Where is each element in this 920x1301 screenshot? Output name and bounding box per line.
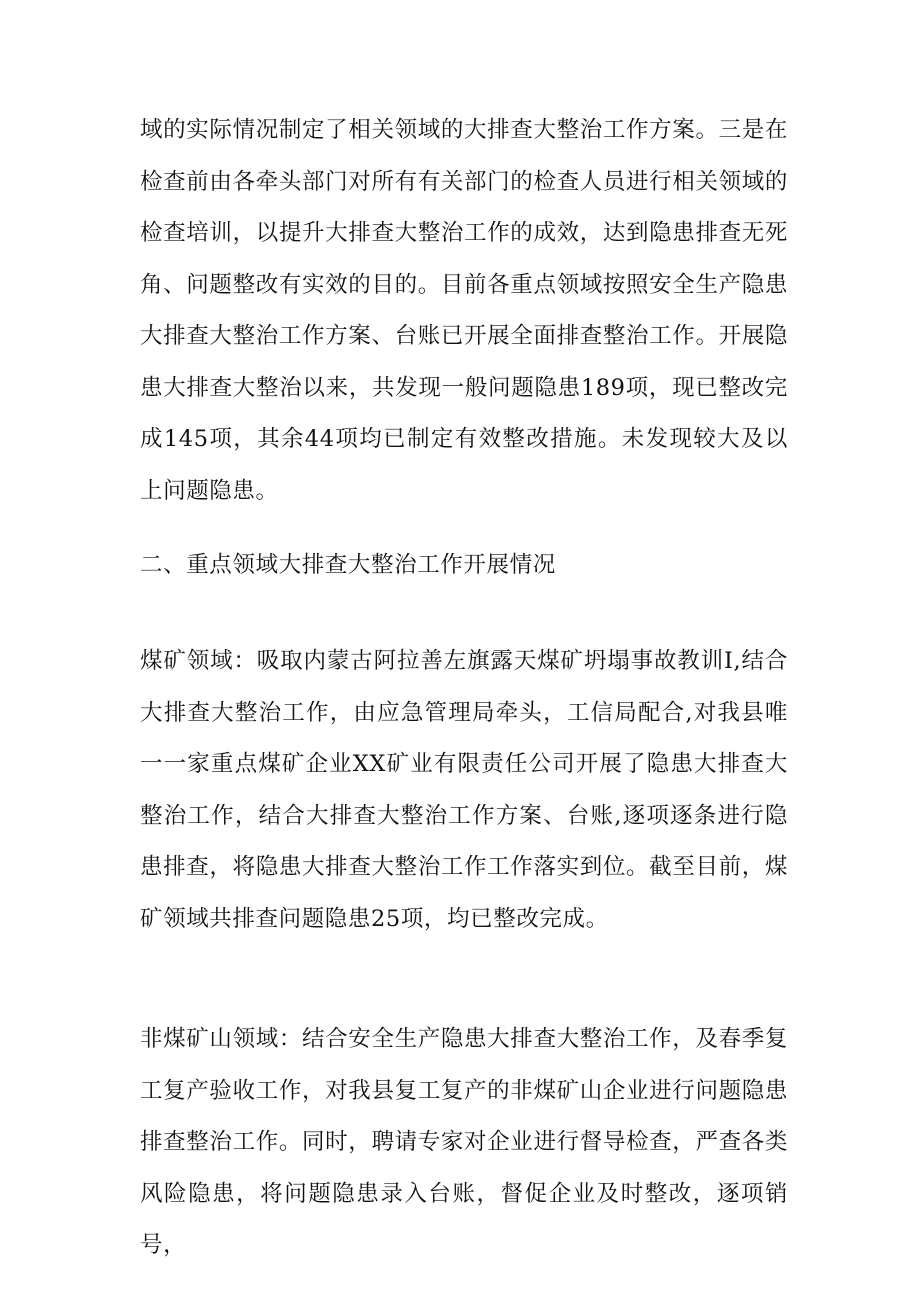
coal-mine-paragraph: 煤矿领域：吸取内蒙古阿拉善左旗露天煤矿坍塌事故教训I,结合大排查大整治工作，由应急管理局牵头，工信局配合,对我县唯一一家重点煤矿企业XX矿业有限责任公司开展了隐患大排查大整治工作，结合大排查大整治工作方案、台账,逐项逐条进行隐患排查，将隐患大排查大整治工作工作落实到位。截至目前，煤矿领域共排查问题隐患25项，均已整改完成。 <box>140 648 788 932</box>
section-heading: 二、重点领域大排查大整治工作开展情况 <box>140 552 556 578</box>
intro-paragraph: 域的实际情况制定了相关领域的大排查大整治工作方案。三是在检查前由各牵头部门对所有有关部门的检查人员进行相关领域的检查培训，以提升大排查大整治工作的成效，达到隐患排查无死角、问题整改有实效的目的。目前各重点领域按照安全生产隐患大排查大整治工作方案、台账已开展全面排查整治工作。开展隐患大排查大整治以来，共发现一般问题隐患189项，现已整改完成145项，其余44项均已制定有效整改措施。未发现较大及以上问题隐患。 <box>140 117 788 504</box>
non-coal-mine-paragraph: 非煤矿山领域：结合安全生产隐患大排查大整治工作，及春季复工复产验收工作，对我县复工复产的非煤矿山企业进行问题隐患排查整治工作。同时，聘请专家对企业进行督导检查，严查各类风险隐患，将问题隐患录入台账，督促企业及时整改，逐项销号， <box>140 1026 788 1258</box>
